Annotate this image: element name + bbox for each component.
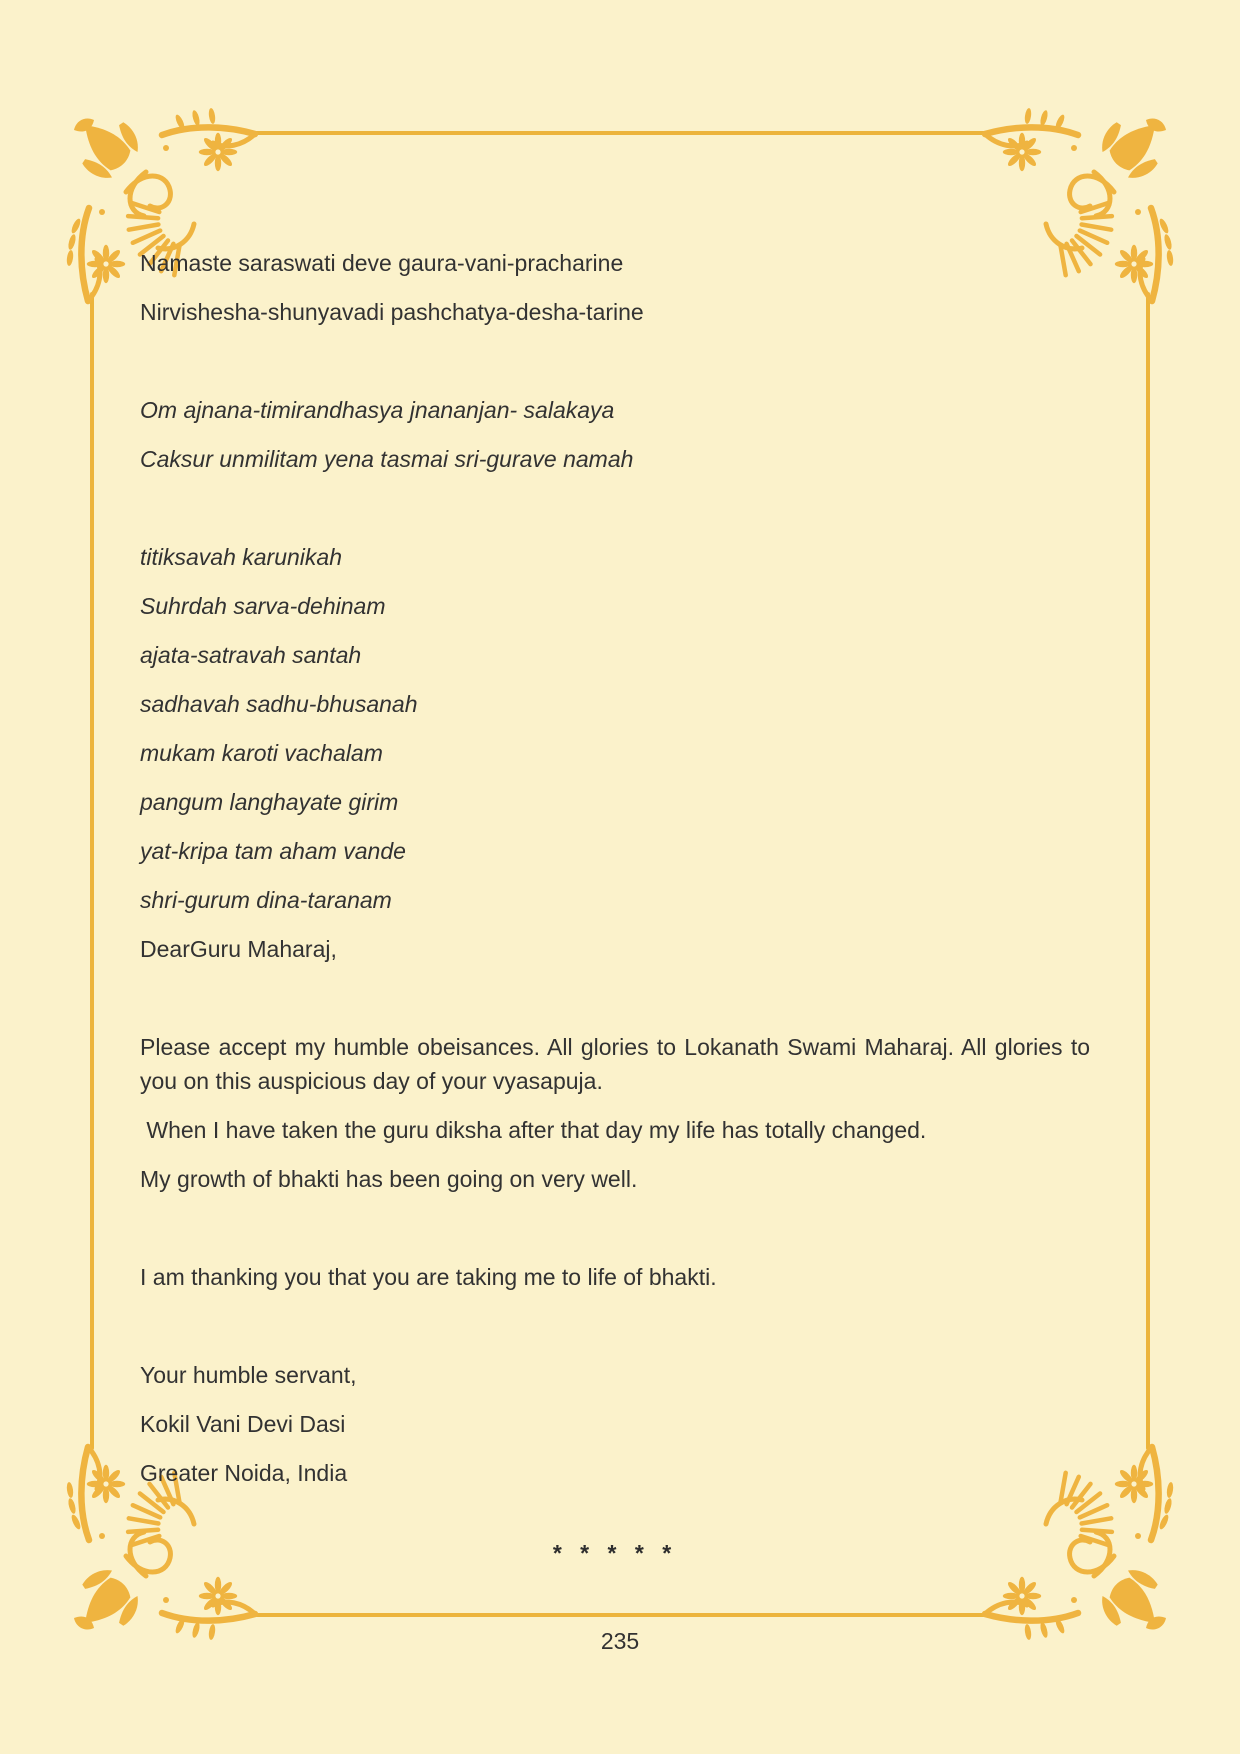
invocation-line: Namaste saraswati deve gaura-vani-pracharine <box>140 250 624 276</box>
verse-line: ajata-satravah santah <box>140 642 362 668</box>
invocation-line: Nirvishesha-shunyavadi pashchatya-desha-tarine <box>140 299 644 325</box>
verse-line: mukam karoti vachalam <box>140 740 383 766</box>
signature-name: Kokil Vani Devi Dasi <box>140 1411 346 1437</box>
body-paragraph: I am thanking you that you are taking me to life of bhakti. <box>140 1264 717 1290</box>
verse-line: pangum langhayate girim <box>140 789 399 815</box>
frame-bottom-line <box>252 1613 988 1617</box>
section-separator: * * * * * <box>552 1540 678 1566</box>
invocation-line: Om ajnana-timirandhasya jnananjan- salakaya <box>140 397 615 423</box>
signature-location: Greater Noida, India <box>140 1460 348 1486</box>
frame-top-line <box>252 131 988 135</box>
verse-line: sadhavah sadhu-bhusanah <box>140 691 418 717</box>
body-paragraph: Please accept my humble obeisances. All glories to Lokanath Swami Maharaj. All glories to you on this auspicious day of your vyasapuja. <box>140 1034 1090 1094</box>
verse-line: shri-gurum dina-taranam <box>140 887 392 913</box>
invocation-line: Caksur unmilitam yena tasmai sri-gurave namah <box>140 446 634 472</box>
body-paragraph: My growth of bhakti has been going on very well. <box>140 1166 638 1192</box>
body-paragraph: When I have taken the guru diksha after that day my life has totally changed. <box>140 1117 927 1143</box>
frame-left-line <box>90 292 94 1450</box>
verse-line: titiksavah karunikah <box>140 544 342 570</box>
page-number: 235 <box>600 1628 640 1654</box>
verse-line: Suhrdah sarva-dehinam <box>140 593 386 619</box>
letter-content <box>140 246 1090 1585</box>
closing-line: Your humble servant, <box>140 1362 357 1388</box>
frame-right-line <box>1146 292 1150 1450</box>
salutation: DearGuru Maharaj, <box>140 936 337 962</box>
verse-line: yat-kripa tam aham vande <box>140 838 406 864</box>
